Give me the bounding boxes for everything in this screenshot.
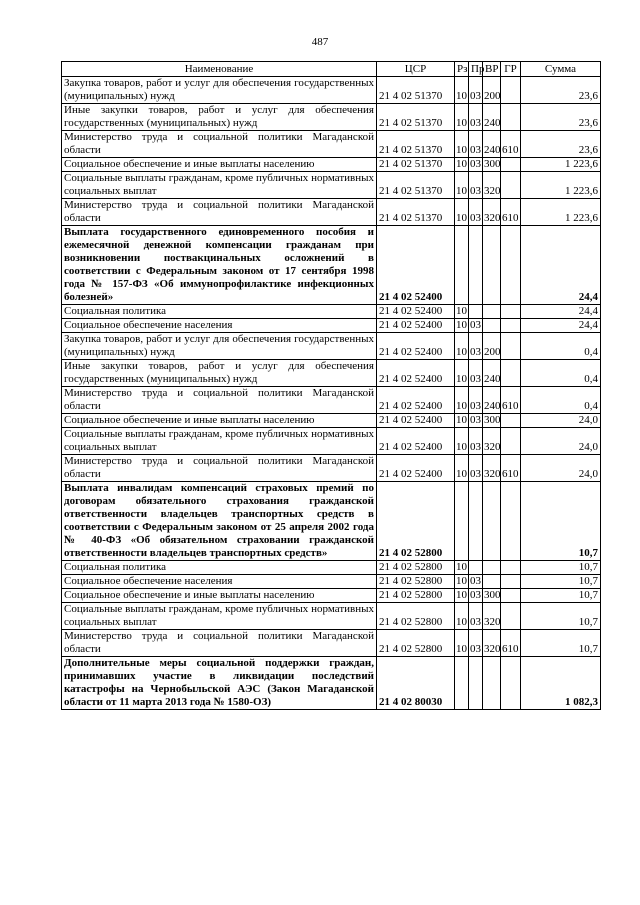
cell-gr [501, 360, 521, 387]
cell-gr [501, 482, 521, 561]
cell-name: Выплата инвалидам компенсаций страховых премий по договорам обязательного страхования гражданской ответственности владельцев транспортных средств в соответствии с Федеральным законом от 25 апреля 2002 года № 40-ФЗ «Об обязательном страховании гражданской ответственности владельцев транспортных средств» [62, 482, 377, 561]
cell-name: Иные закупки товаров, работ и услуг для обеспечения государственных (муниципальных) нужд [62, 104, 377, 131]
table-row [62, 455, 601, 482]
cell-csr: 21 4 02 52800 [377, 482, 455, 561]
header-sum: Сумма [521, 62, 601, 77]
table-row [62, 131, 601, 158]
cell-rz [455, 657, 469, 710]
cell-rz: 10 [456, 305, 467, 317]
cell-rz: 10 [455, 131, 469, 158]
cell-gr [501, 226, 521, 305]
table-row [62, 319, 601, 333]
cell-vr: 240 [483, 104, 501, 131]
cell-pr [469, 305, 483, 319]
cell-rz: 10 [455, 360, 469, 387]
cell-csr: 21 4 02 51370 [377, 172, 455, 199]
cell-name: Социальная политика [62, 561, 377, 575]
cell-sum: 1 082,3 [521, 657, 601, 710]
cell-csr: 21 4 02 52400 [377, 305, 455, 319]
cell-pr: 03 [469, 199, 483, 226]
cell-gr [501, 77, 521, 104]
table-row [62, 589, 601, 603]
cell-vr: 300 [484, 158, 501, 170]
cell-pr [469, 561, 483, 575]
table-section-row [62, 226, 601, 305]
cell-pr [469, 657, 483, 710]
cell-gr: 610 [501, 131, 521, 158]
cell-vr: 200 [483, 333, 501, 360]
cell-pr: 03 [469, 428, 483, 455]
header-rz: Рз [455, 62, 469, 77]
cell-name: Закупка товаров, работ и услуг для обеспечения государственных (муниципальных) нужд [62, 333, 377, 360]
cell-gr [501, 333, 521, 360]
cell-gr [501, 158, 521, 172]
cell-csr: 21 4 02 52400 [377, 387, 455, 414]
cell-rz: 10 [455, 455, 469, 482]
cell-rz [455, 226, 469, 305]
cell-vr [483, 575, 501, 589]
cell-rz: 10 [455, 77, 469, 104]
cell-pr: 03 [469, 603, 483, 630]
cell-csr: 21 4 02 51370 [377, 131, 455, 158]
cell-rz: 10 [456, 575, 467, 587]
cell-name: Министерство труда и социальной политики Магаданской области [62, 387, 377, 414]
table-row [62, 199, 601, 226]
cell-rz: 10 [455, 333, 469, 360]
cell-name: Министерство труда и социальной политики Магаданской области [62, 455, 377, 482]
cell-csr: 21 4 02 80030 [377, 657, 455, 710]
budget-table [61, 61, 601, 710]
cell-name: Социальные выплаты гражданам, кроме публичных нормативных социальных выплат [62, 603, 377, 630]
cell-gr [501, 305, 521, 319]
cell-csr: 21 4 02 52800 [377, 575, 455, 589]
cell-pr: 03 [469, 77, 483, 104]
header-name: Наименование [62, 62, 377, 77]
cell-sum: 10,7 [521, 575, 601, 589]
cell-rz: 10 [455, 428, 469, 455]
cell-sum: 0,4 [521, 387, 601, 414]
table-row [62, 630, 601, 657]
cell-sum: 1 223,6 [521, 172, 601, 199]
cell-gr [501, 575, 521, 589]
cell-vr [483, 482, 501, 561]
cell-sum: 23,6 [521, 77, 601, 104]
cell-vr: 320 [483, 172, 501, 199]
table-row [62, 561, 601, 575]
cell-name: Социальное обеспечение населения [62, 319, 377, 333]
cell-name: Социальные выплаты гражданам, кроме публичных нормативных социальных выплат [62, 172, 377, 199]
cell-csr: 21 4 02 52800 [377, 603, 455, 630]
cell-gr [501, 428, 521, 455]
cell-rz: 10 [456, 158, 467, 170]
table-section-row [62, 482, 601, 561]
cell-sum: 10,7 [521, 630, 601, 657]
header-vr: ВР [483, 62, 501, 77]
cell-pr: 03 [469, 172, 483, 199]
cell-name: Социальные выплаты гражданам, кроме публичных нормативных социальных выплат [62, 428, 377, 455]
page-number: 487 [311, 36, 329, 48]
cell-pr: 03 [469, 387, 483, 414]
cell-sum: 24,0 [521, 455, 601, 482]
cell-rz: 10 [456, 561, 467, 573]
cell-name: Социальное обеспечение населения [62, 575, 377, 589]
cell-vr [483, 305, 501, 319]
cell-sum: 10,7 [521, 482, 601, 561]
cell-gr: 610 [501, 199, 521, 226]
cell-pr: 03 [470, 319, 481, 331]
cell-sum: 0,4 [521, 333, 601, 360]
cell-gr [501, 104, 521, 131]
cell-vr: 320 [483, 428, 501, 455]
cell-name: Выплата государственного единовременного пособия и ежемесячной денежной компенсации гражданам при возникновении поствакцинальных осложнений в соответствии с Федеральным законом от 17 сентября 1998 года № 157-ФЗ «Об иммунопрофилактике инфекционных болезней» [62, 226, 377, 305]
cell-sum: 23,6 [521, 104, 601, 131]
table-row [62, 77, 601, 104]
cell-csr: 21 4 02 52800 [377, 561, 455, 575]
cell-pr: 03 [470, 575, 481, 587]
cell-pr: 03 [469, 455, 483, 482]
cell-sum: 10,7 [521, 561, 601, 575]
cell-csr: 21 4 02 52800 [377, 630, 455, 657]
table-row [62, 104, 601, 131]
cell-vr: 320 [483, 603, 501, 630]
cell-name: Закупка товаров, работ и услуг для обеспечения государственных (муниципальных) нужд [62, 77, 377, 104]
header-gr: ГР [501, 62, 521, 77]
cell-sum: 24,4 [521, 226, 601, 305]
cell-pr: 03 [470, 414, 481, 426]
cell-csr: 21 4 02 52400 [377, 428, 455, 455]
cell-gr [501, 603, 521, 630]
cell-gr [501, 172, 521, 199]
cell-vr: 240 [483, 360, 501, 387]
cell-csr: 21 4 02 52400 [377, 360, 455, 387]
cell-rz: 10 [455, 387, 469, 414]
cell-csr: 21 4 02 52400 [377, 414, 455, 428]
cell-name: Иные закупки товаров, работ и услуг для обеспечения государственных (муниципальных) нужд [62, 360, 377, 387]
cell-name: Министерство труда и социальной политики Магаданской области [62, 131, 377, 158]
cell-rz: 10 [455, 172, 469, 199]
cell-vr [483, 319, 501, 333]
cell-name: Министерство труда и социальной политики Магаданской области [62, 199, 377, 226]
cell-gr [501, 561, 521, 575]
cell-sum: 24,4 [521, 319, 601, 333]
cell-vr: 320 [483, 630, 501, 657]
table-row [62, 172, 601, 199]
cell-pr: 03 [469, 333, 483, 360]
cell-sum: 1 223,6 [521, 158, 601, 172]
cell-vr: 240 [483, 131, 501, 158]
cell-pr: 03 [469, 360, 483, 387]
cell-rz: 10 [456, 589, 467, 601]
cell-rz: 10 [456, 319, 467, 331]
cell-rz: 10 [455, 603, 469, 630]
cell-pr [469, 226, 483, 305]
cell-pr: 03 [469, 630, 483, 657]
cell-csr: 21 4 02 51370 [377, 104, 455, 131]
cell-csr: 21 4 02 52800 [377, 589, 455, 603]
table-row [62, 603, 601, 630]
cell-pr [469, 482, 483, 561]
cell-name: Социальная политика [62, 305, 377, 319]
cell-rz: 10 [455, 104, 469, 131]
cell-gr: 610 [501, 455, 521, 482]
cell-vr [483, 226, 501, 305]
cell-sum: 23,6 [521, 131, 601, 158]
cell-csr: 21 4 02 51370 [377, 199, 455, 226]
cell-gr [501, 657, 521, 710]
cell-vr: 320 [483, 199, 501, 226]
cell-gr: 610 [501, 387, 521, 414]
cell-csr: 21 4 02 51370 [377, 77, 455, 104]
cell-sum: 0,4 [521, 360, 601, 387]
cell-rz: 10 [455, 630, 469, 657]
cell-sum: 24,0 [521, 428, 601, 455]
cell-csr: 21 4 02 52400 [377, 455, 455, 482]
cell-gr [501, 319, 521, 333]
cell-name: Министерство труда и социальной политики Магаданской области [62, 630, 377, 657]
table-row [62, 387, 601, 414]
cell-vr [483, 561, 501, 575]
cell-vr [483, 657, 501, 710]
cell-gr [501, 414, 521, 428]
table-row [62, 428, 601, 455]
table-body [62, 77, 601, 710]
cell-vr: 300 [484, 589, 501, 601]
cell-rz: 10 [455, 199, 469, 226]
table-section-row [62, 657, 601, 710]
table-row [62, 414, 601, 428]
cell-sum: 10,7 [521, 589, 601, 603]
cell-vr: 300 [484, 414, 501, 426]
cell-sum: 24,4 [521, 305, 601, 319]
cell-vr: 240 [483, 387, 501, 414]
cell-rz: 10 [456, 414, 467, 426]
cell-vr: 320 [483, 455, 501, 482]
cell-csr: 21 4 02 51370 [377, 158, 455, 172]
cell-name: Социальное обеспечение и иные выплаты населению [62, 414, 377, 428]
cell-vr: 200 [483, 77, 501, 104]
table-row [62, 333, 601, 360]
cell-name: Дополнительные меры социальной поддержки граждан, принимавших участие в ликвидации последствий катастрофы на Чернобыльской АЭС (Закон Магаданской области от 11 марта 2013 года № 1580-ОЗ) [62, 657, 377, 710]
table-row [62, 158, 601, 172]
cell-sum: 10,7 [521, 603, 601, 630]
table-row [62, 575, 601, 589]
cell-csr: 21 4 02 52400 [377, 226, 455, 305]
cell-gr [501, 589, 521, 603]
header-csr: ЦСР [377, 62, 455, 77]
header-pr: Пр [469, 62, 483, 77]
cell-csr: 21 4 02 52400 [377, 333, 455, 360]
cell-sum: 24,0 [521, 414, 601, 428]
cell-pr: 03 [470, 158, 481, 170]
cell-pr: 03 [469, 104, 483, 131]
cell-rz [455, 482, 469, 561]
cell-pr: 03 [470, 589, 481, 601]
cell-name: Социальное обеспечение и иные выплаты населению [62, 158, 377, 172]
table-row [62, 305, 601, 319]
cell-sum: 1 223,6 [521, 199, 601, 226]
cell-name: Социальное обеспечение и иные выплаты населению [62, 589, 377, 603]
cell-gr: 610 [501, 630, 521, 657]
cell-pr: 03 [469, 131, 483, 158]
cell-csr: 21 4 02 52400 [377, 319, 455, 333]
table-row [62, 360, 601, 387]
table-header-row [62, 62, 601, 77]
